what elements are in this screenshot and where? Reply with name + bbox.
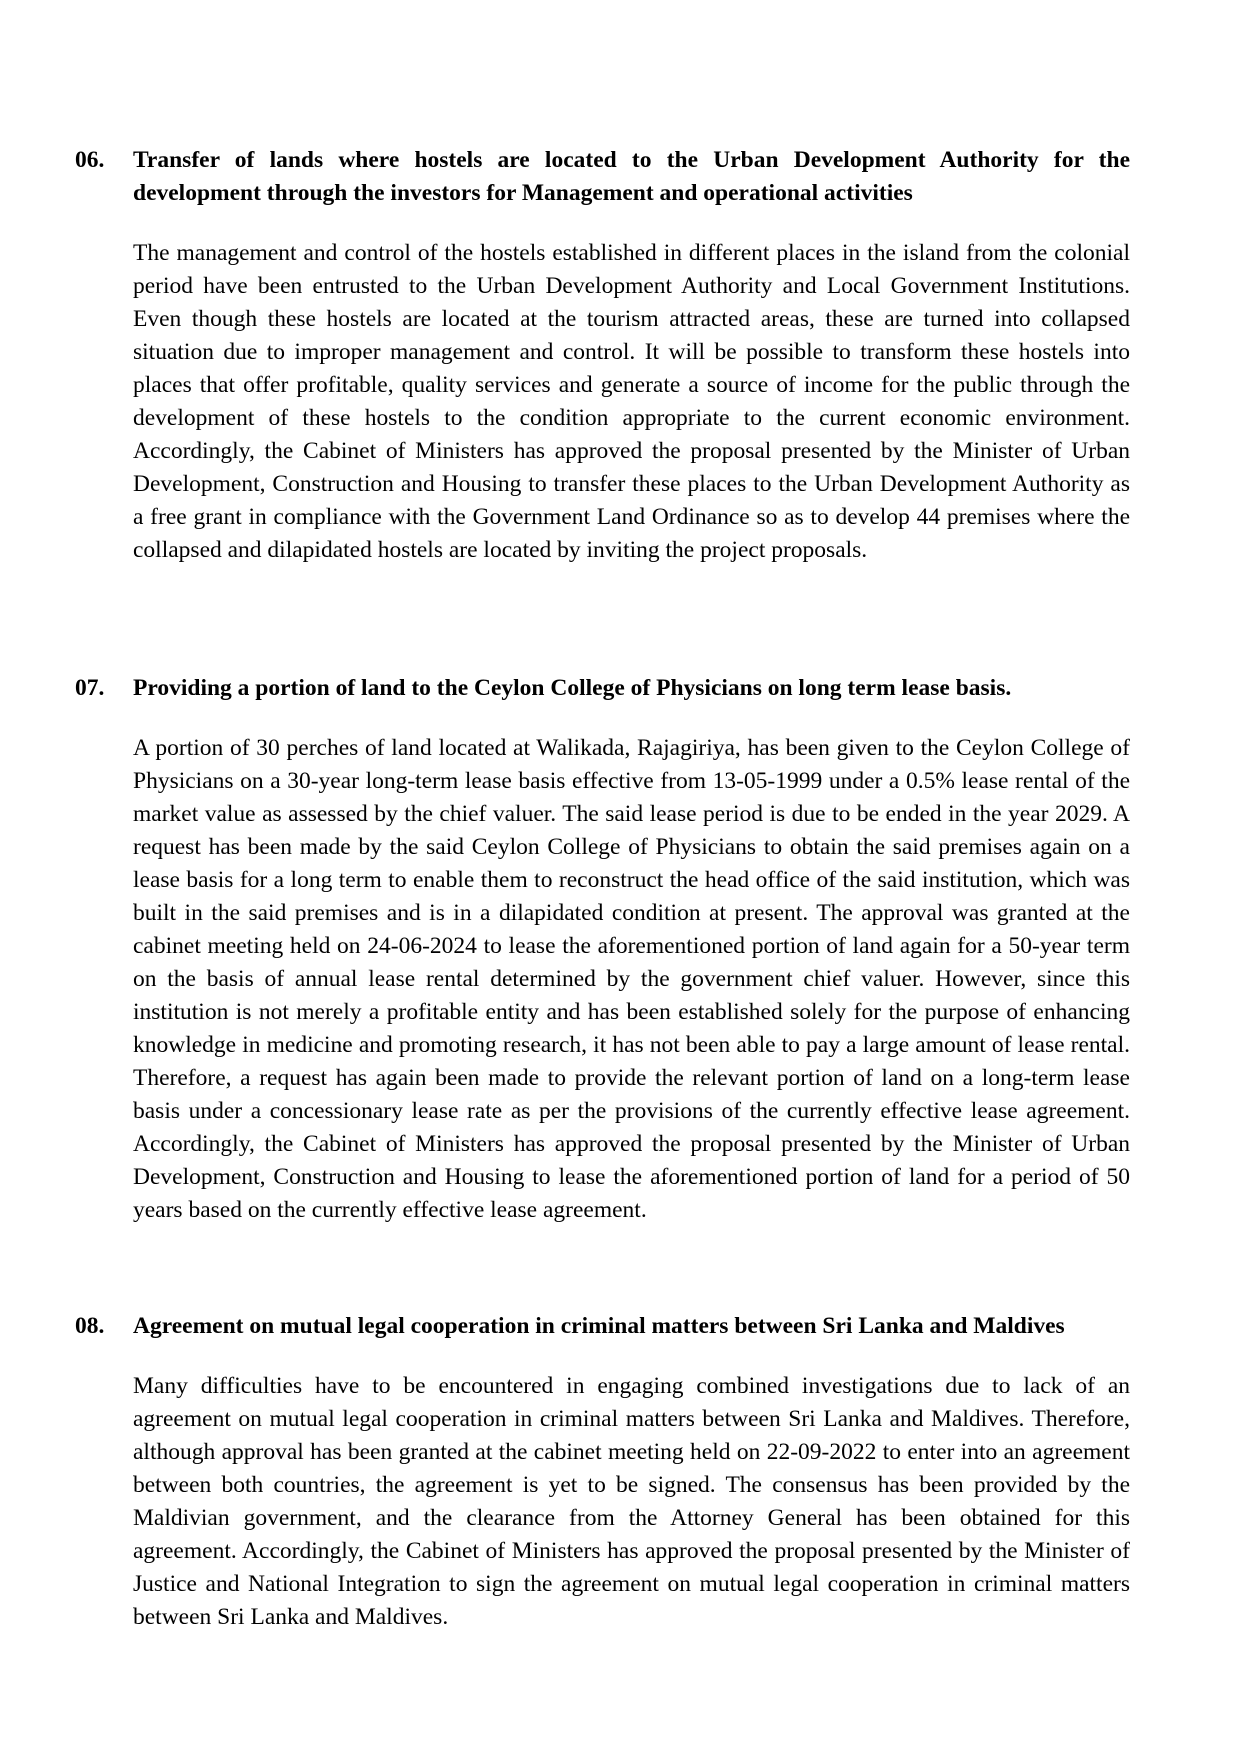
section-body: A portion of 30 perches of land located at Walikada, Rajagiriya, has been given to the Ceylon College of Physicians on a 30-year long-term lease basis effective from 13-05-1999 under a 0.5% lease rental of the market value as assessed by the chief valuer. The said lease period is due to be ended in the year 2029. A request has been made by the said Ceylon College of Physicians to obtain the said premises again on a lease basis for a long term to enable them to reconstruct the head office of the said institution, which was built in the said premises and is in a dilapidated condition at present. The approval was granted at the cabinet meeting held on 24-06-2024 to lease the aforementioned portion of land again for a 50-year term on the basis of annual lease rental determined by the government chief valuer. However, since this institution is not merely a profitable entity and has been established solely for the purpose of enhancing knowledge in medicine and promoting research, it has not been able to pay a large amount of lease rental. Therefore, a request has again been made to provide the relevant portion of land on a long-term lease basis under a concessionary lease rate as per the provisions of the currently effective lease agreement. Accordingly, the Cabinet of Ministers has approved the proposal presented by the Minister of Urban Development, Construction and Housing to lease the aforementioned portion of land for a period of 50 years based on the currently effective lease agreement. — [133, 735, 1130, 1223]
section-title: Transfer of lands where hostels are located to the Urban Development Authority for the development through the investors for Management and operational activities — [133, 147, 1130, 206]
section-body: The management and control of the hostels established in different places in the island from the colonial period have been entrusted to the Urban Development Authority and Local Government Institutions. Even though these hostels are located at the tourism attracted areas, these are turned into collapsed situation due to improper management and control. It will be possible to transform these hostels into places that offer profitable, quality services and generate a source of income for the public through the development of these hostels to the condition appropriate to the current economic environment. Accordingly, the Cabinet of Ministers has approved the proposal presented by the Minister of Urban Development, Construction and Housing to transfer these places to the Urban Development Authority as a free grant in compliance with the Government Land Ordinance so as to develop 44 premises where the collapsed and dilapidated hostels are located by inviting the project proposals. — [133, 240, 1130, 563]
section-title: Agreement on mutual legal cooperation in criminal matters between Sri Lanka and Maldives — [133, 1313, 1065, 1339]
section-body: Many difficulties have to be encountered in engaging combined investigations due to lack of an agreement on mutual legal cooperation in criminal matters between Sri Lanka and Maldives. Therefore, although approval has been granted at the cabinet meeting held on 22-09-2022 to enter into an agreement between both countries, the agreement is yet to be signed. The consensus has been provided by the Maldivian government, and the clearance from the Attorney General has been obtained for this agreement. Accordingly, the Cabinet of Ministers has approved the proposal presented by the Minister of Justice and National Integration to sign the agreement on mutual legal cooperation in criminal matters between Sri Lanka and Maldives. — [133, 1373, 1130, 1630]
section-number: 06. — [75, 147, 105, 173]
section-heading — [75, 672, 1130, 705]
section-title: Providing a portion of land to the Ceylon College of Physicians on long term lease basis. — [133, 675, 1012, 701]
section-number: 07. — [75, 675, 105, 701]
section-07 — [75, 672, 1130, 1227]
section-heading — [75, 144, 1130, 210]
section-06 — [75, 144, 1130, 567]
section-number: 08. — [75, 1313, 105, 1339]
section-heading — [75, 1310, 1130, 1343]
section-08 — [75, 1310, 1130, 1634]
